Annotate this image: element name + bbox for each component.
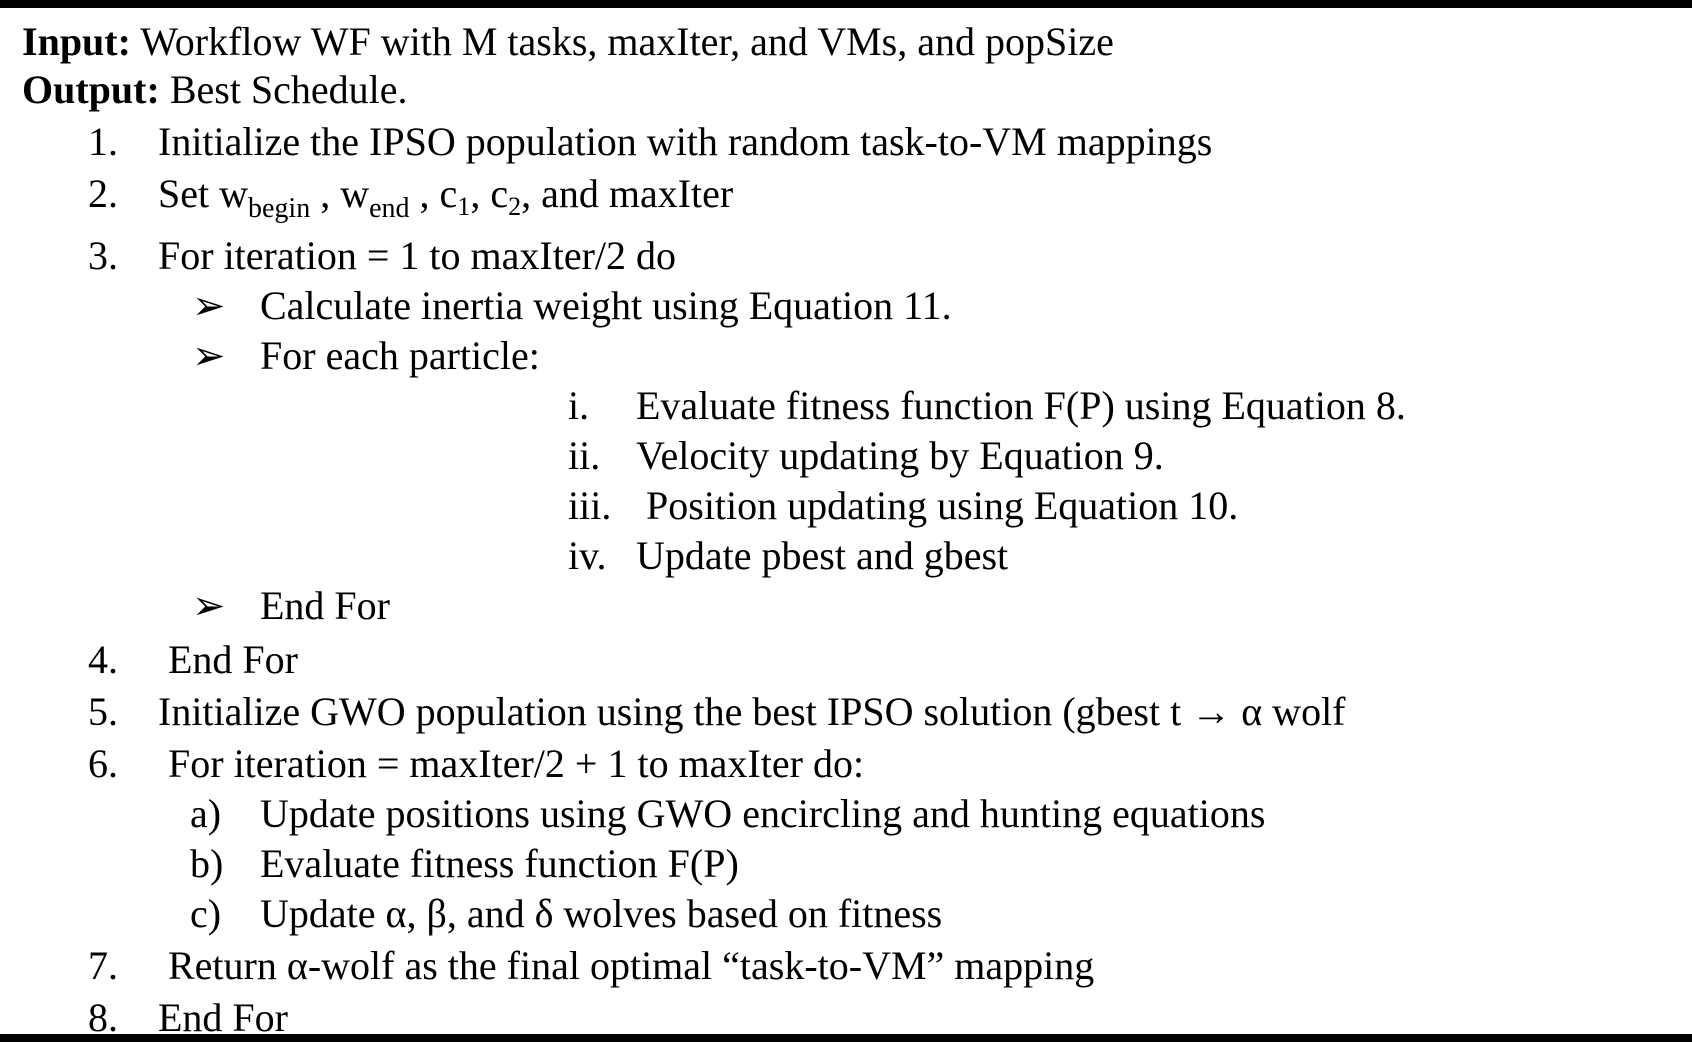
- roman-text: Evaluate fitness function F(P) using Equation 8.: [636, 383, 1406, 428]
- step-marker: 2.: [88, 171, 118, 216]
- bullet-text: Calculate inertia weight using Equation 11.: [260, 283, 952, 328]
- step-text: Initialize GWO population using the best IPSO solution (gbest t → α wolf: [158, 689, 1346, 734]
- roman-text: Velocity updating by Equation 9.: [636, 433, 1164, 478]
- step-marker: 5.: [88, 689, 118, 734]
- arrow-bullet-icon: ➢: [192, 583, 226, 628]
- letter-text: Update α, β, and δ wolves based on fitness: [260, 891, 943, 936]
- bullet-text: End For: [260, 583, 390, 628]
- input-text: Workflow WF with M tasks, maxIter, and VMs, and popSize: [140, 19, 1114, 64]
- step-text: Return α-wolf as the final optimal “task-to-VM” mapping: [168, 943, 1095, 988]
- arrow-bullet-icon: ➢: [192, 333, 226, 378]
- roman-text: Position updating using Equation 10.: [646, 483, 1239, 528]
- input-line: [22, 19, 1114, 64]
- letter-marker: c): [190, 891, 222, 936]
- roman-marker: iii.: [568, 483, 612, 528]
- output-label: Output:: [22, 67, 160, 112]
- roman-marker: i.: [568, 383, 590, 428]
- arrow-bullet-icon: ➢: [192, 283, 226, 328]
- step-text: Initialize the IPSO population with random task-to-VM mappings: [158, 119, 1213, 164]
- letter-marker: a): [190, 791, 222, 836]
- input-label: Input:: [22, 19, 131, 64]
- output-line: [22, 67, 408, 112]
- step-text: For iteration = maxIter/2 + 1 to maxIter do:: [168, 741, 865, 786]
- letter-text: Evaluate fitness function F(P): [260, 841, 739, 886]
- output-text: Best Schedule.: [169, 67, 408, 112]
- letter-text: Update positions using GWO encircling and hunting equations: [260, 791, 1266, 836]
- letter-marker: b): [190, 841, 224, 886]
- step-text-params: Set $w_{begin}$ , $w_{end}$ , $c_1$, $c_2$, and maxIter: [158, 171, 734, 224]
- roman-text: Update pbest and gbest: [636, 533, 1009, 578]
- roman-marker: iv.: [568, 533, 607, 578]
- roman-marker: ii.: [568, 433, 601, 478]
- step-marker: 6.: [88, 741, 118, 786]
- step-marker: 3.: [88, 233, 118, 278]
- step-marker: 8.: [88, 995, 118, 1040]
- step-text: End For: [158, 995, 288, 1040]
- step-text: End For: [168, 637, 298, 682]
- step-marker: 4.: [88, 637, 118, 682]
- step-text: For iteration = 1 to maxIter/2 do: [158, 233, 677, 278]
- bullet-text: For each particle:: [260, 333, 540, 378]
- step-marker: 7.: [88, 943, 118, 988]
- step-marker: 1.: [88, 119, 118, 164]
